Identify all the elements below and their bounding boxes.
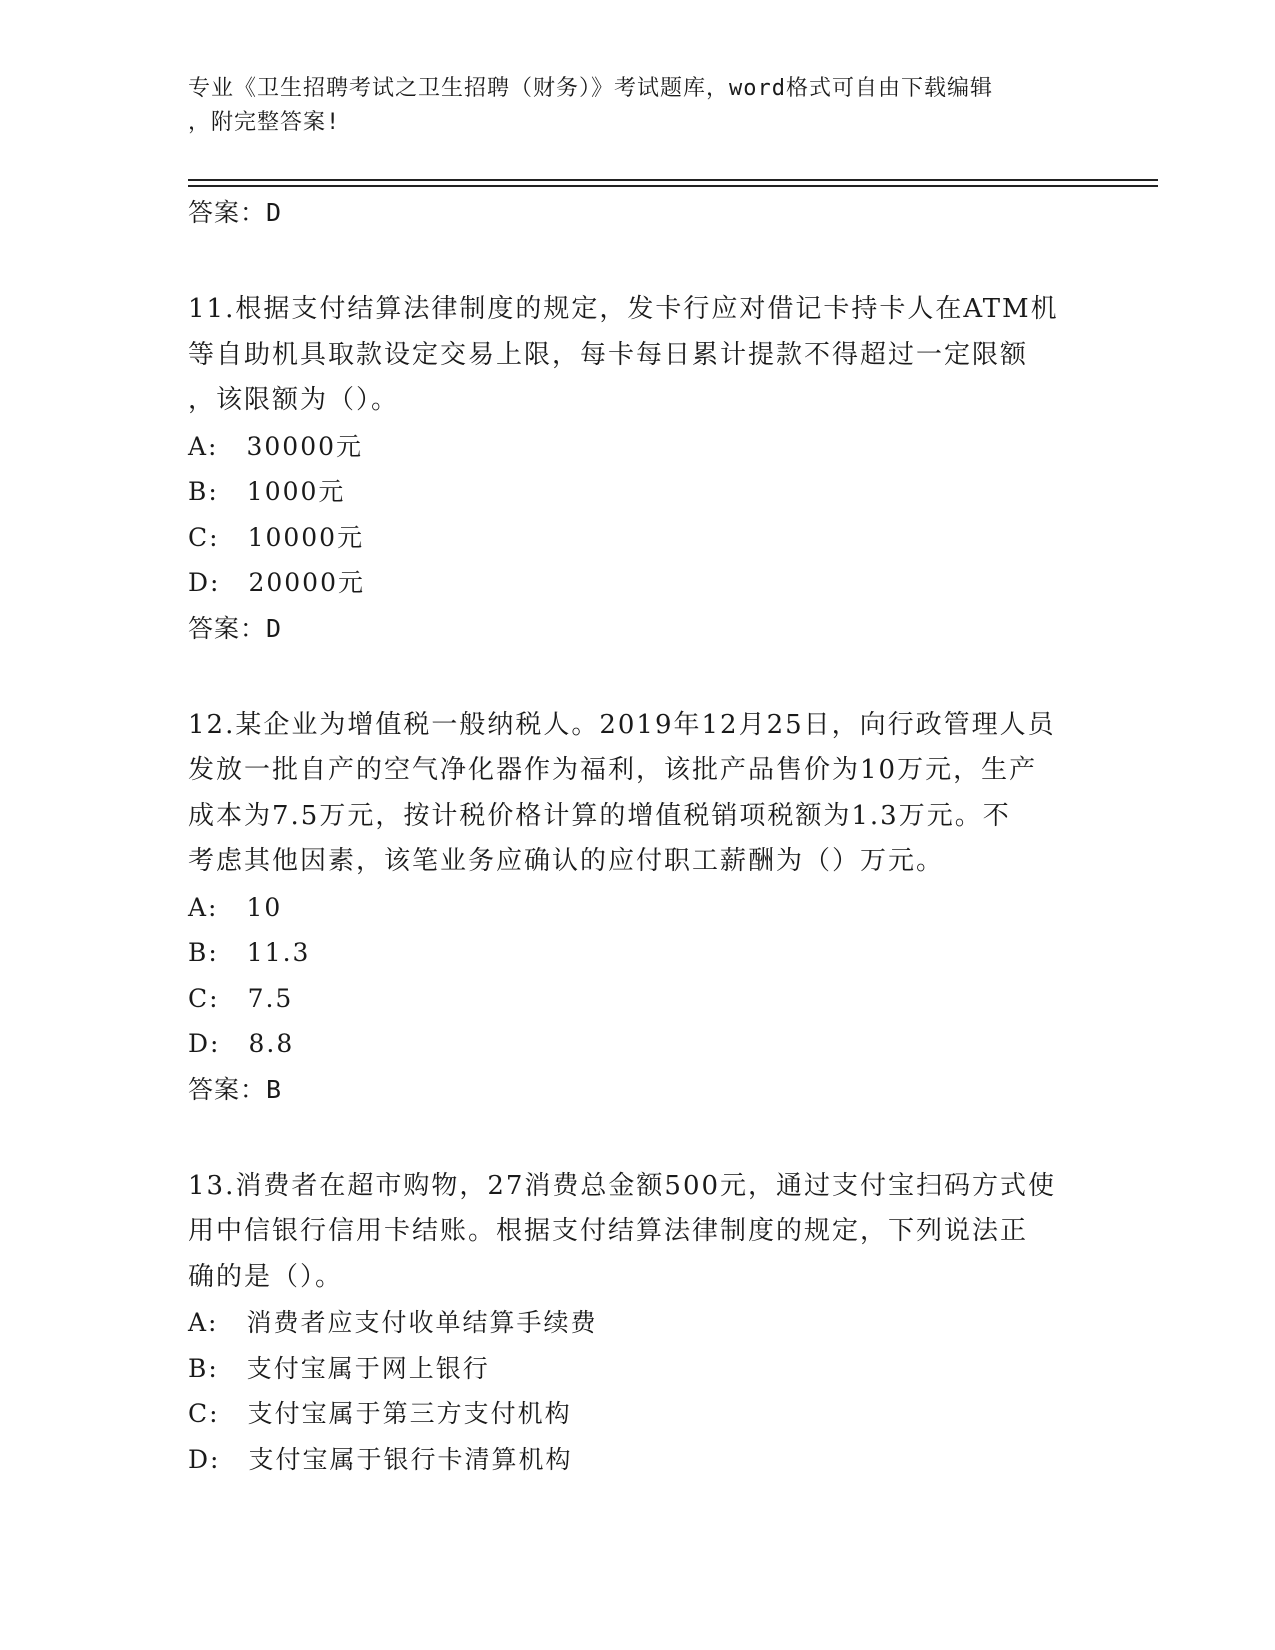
option-text: 支付宝属于第三方支付机构 bbox=[247, 1399, 572, 1428]
option-a bbox=[188, 424, 1088, 470]
option-letter: C: bbox=[188, 1399, 220, 1428]
option-letter: B: bbox=[188, 938, 219, 967]
option-text: 7.5 bbox=[247, 983, 294, 1013]
question-12 bbox=[188, 703, 1088, 1112]
option-text: 11.3 bbox=[246, 938, 311, 967]
option-text: 支付宝属于银行卡清算机构 bbox=[248, 1444, 573, 1474]
question-stem bbox=[188, 703, 1088, 885]
question-stem bbox=[188, 1164, 1088, 1301]
stem-line: ，该限额为（）。 bbox=[188, 385, 400, 415]
stem-line: 12.某企业为增值税一般纳税人。2019年12月25日，向行政管理人员 bbox=[188, 709, 1056, 740]
option-letter: D: bbox=[188, 568, 221, 597]
option-a bbox=[188, 885, 1088, 931]
previous-answer: 答案：D bbox=[188, 198, 283, 227]
stem-line: 用中信银行信用卡结账。根据支付结算法律制度的规定，下列说法正 bbox=[188, 1216, 1029, 1246]
option-d bbox=[188, 1437, 1088, 1483]
option-d bbox=[188, 560, 1088, 606]
option-letter: D: bbox=[188, 1029, 221, 1058]
option-letter: C: bbox=[188, 522, 220, 552]
stem-line: 等自助机具取款设定交易上限，每卡每日累计提款不得超过一定限额 bbox=[188, 339, 1029, 370]
document-header bbox=[188, 72, 1088, 140]
header-divider-bottom bbox=[188, 185, 1158, 187]
option-letter: D: bbox=[188, 1444, 221, 1474]
option-d bbox=[188, 1021, 1088, 1067]
stem-line: 11.根据支付结算法律制度的规定，发卡行应对借记卡持卡人在ATM机 bbox=[188, 294, 1059, 324]
option-text: 20000元 bbox=[248, 568, 365, 597]
option-b bbox=[188, 930, 1088, 976]
stem-line: 确的是（）。 bbox=[188, 1261, 344, 1292]
option-letter: B: bbox=[188, 1353, 219, 1383]
question-list bbox=[188, 190, 1088, 1482]
option-text: 1000元 bbox=[246, 477, 346, 506]
option-text: 消费者应支付收单结算手续费 bbox=[246, 1308, 598, 1337]
option-text: 8.8 bbox=[248, 1029, 295, 1058]
option-a bbox=[188, 1300, 1088, 1346]
header-line-2: ，附完整答案! bbox=[188, 110, 341, 135]
header-divider-top bbox=[188, 179, 1158, 181]
stem-line: 考虑其他因素，该笔业务应确认的应付职工薪酬为（）万元。 bbox=[188, 846, 945, 876]
option-text: 支付宝属于网上银行 bbox=[246, 1353, 490, 1383]
option-c bbox=[188, 1391, 1088, 1437]
answer-line: 答案：D bbox=[188, 613, 283, 643]
question-13 bbox=[188, 1164, 1088, 1483]
stem-line: 成本为7.5万元，按计税价格计算的增值税销项税额为1.3万元。不 bbox=[188, 800, 1011, 831]
option-text: 10 bbox=[246, 892, 283, 922]
header-line-1: 专业《卫生招聘考试之卫生招聘（财务）》考试题库，word格式可自由下载编辑 bbox=[188, 76, 993, 101]
stem-line: 13.消费者在超市购物，27消费总金额500元，通过支付宝扫码方式使 bbox=[188, 1170, 1057, 1201]
answer-line: 答案：B bbox=[188, 1074, 283, 1104]
option-letter: C: bbox=[188, 983, 220, 1013]
option-text: 30000元 bbox=[246, 431, 364, 461]
option-letter: B: bbox=[188, 477, 219, 506]
question-stem bbox=[188, 287, 1088, 424]
option-c bbox=[188, 515, 1088, 561]
option-b bbox=[188, 1346, 1088, 1392]
question-11 bbox=[188, 287, 1088, 651]
option-c bbox=[188, 976, 1088, 1022]
option-letter: A: bbox=[188, 1308, 219, 1337]
option-text: 10000元 bbox=[247, 522, 365, 552]
stem-line: 发放一批自产的空气净化器作为福利，该批产品售价为10万元，生产 bbox=[188, 755, 1038, 785]
option-b bbox=[188, 469, 1088, 515]
option-letter: A: bbox=[188, 892, 219, 922]
option-letter: A: bbox=[188, 431, 219, 461]
